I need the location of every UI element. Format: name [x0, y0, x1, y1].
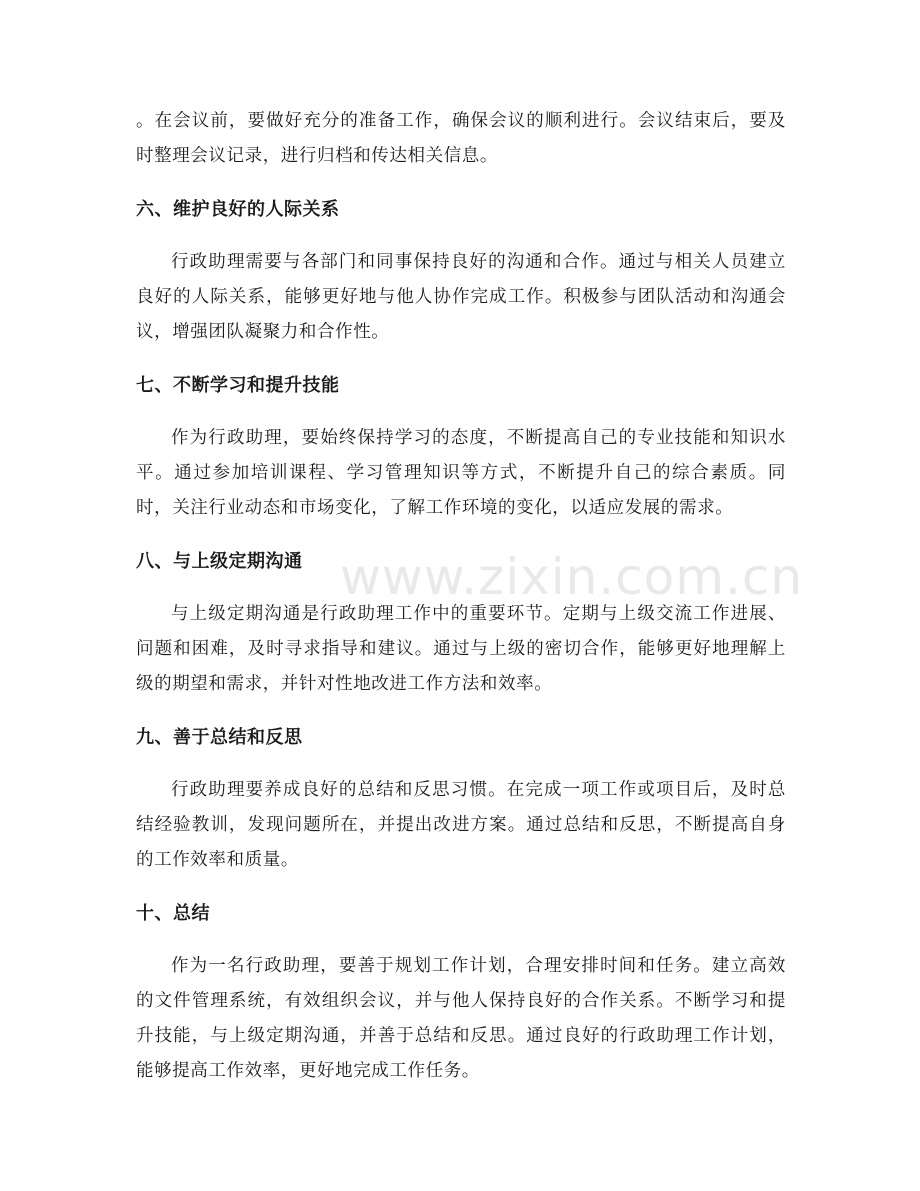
paragraph-section-10: 作为一名行政助理，要善于规划工作计划，合理安排时间和任务。建立高效的文件管理系统，有效组织会议，并与他人保持良好的合作关系。不断学习和提升技能，与上级定期沟通，并善于总结和反思。通过良好的行政助理工作计划，能够提高工作效率，更好地完成工作任务。 — [136, 956, 786, 1081]
heading-section-9: 九、善于总结和反思 — [136, 727, 303, 748]
watermark: www.zixin.com.cn — [340, 548, 804, 606]
paragraph-meeting-continuation: 。在会议前，要做好充分的准备工作，确保会议的顺利进行。会议结束后，要及时整理会议记录，进行归档和传达相关信息。 — [136, 111, 786, 166]
paragraph-section-7: 作为行政助理，要始终保持学习的态度，不断提高自己的专业技能和知识水平。通过参加培训课程、学习管理知识等方式，不断提升自己的综合素质。同时，关注行业动态和市场变化，了解工作环境的变化，以适应发展的需求。 — [136, 428, 786, 518]
heading-section-8: 八、与上级定期沟通 — [136, 551, 303, 572]
document-body — [136, 104, 786, 1089]
heading-section-6: 六、维护良好的人际关系 — [136, 199, 340, 220]
heading-section-10: 十、总结 — [136, 903, 210, 924]
heading-section-7: 七、不断学习和提升技能 — [136, 375, 340, 396]
paragraph-section-8: 与上级定期沟通是行政助理工作中的重要环节。定期与上级交流工作进展、问题和困难，及时寻求指导和建议。通过与上级的密切合作，能够更好地理解上级的期望和需求，并针对性地改进工作方法和效率。 — [136, 604, 786, 694]
paragraph-section-6: 行政助理需要与各部门和同事保持良好的沟通和合作。通过与相关人员建立良好的人际关系，能够更好地与他人协作完成工作。积极参与团队活动和沟通会议，增强团队凝聚力和合作性。 — [136, 252, 786, 342]
paragraph-section-9: 行政助理要养成良好的总结和反思习惯。在完成一项工作或项目后，及时总结经验教训，发现问题所在，并提出改进方案。通过总结和反思，不断提高自身的工作效率和质量。 — [136, 780, 786, 870]
